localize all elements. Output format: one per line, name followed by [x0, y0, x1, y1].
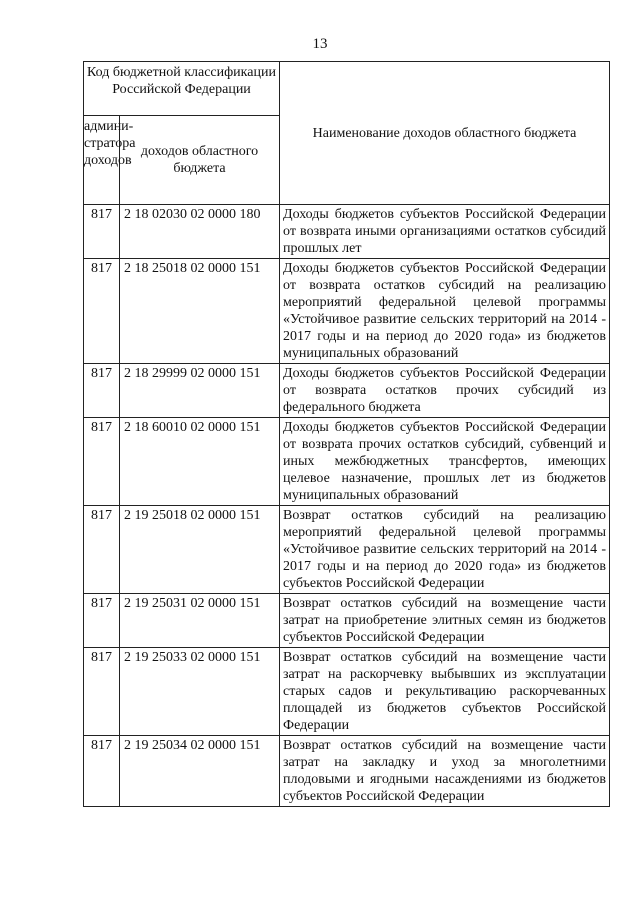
cell-admin: 817 — [84, 506, 120, 594]
table-row — [84, 259, 610, 364]
cell-admin: 817 — [84, 259, 120, 364]
cell-code: 2 18 25018 02 0000 151 — [120, 259, 280, 364]
cell-name: Доходы бюджетов субъектов Российской Федерации от возврата прочих остатков субсидий, субвенций и иных межбюджетных трансфертов, имеющих целевое назначение, прошлых лет из бюджетов муниципальных образований — [280, 418, 610, 506]
cell-name: Возврат остатков субсидий на возмещение части затрат на приобретение элитных семян из бюджетов субъектов Российской Федерации — [280, 594, 610, 648]
cell-admin: 817 — [84, 364, 120, 418]
cell-code: 2 18 02030 02 0000 180 — [120, 205, 280, 259]
cell-admin: 817 — [84, 736, 120, 807]
table-row — [84, 418, 610, 506]
table-row — [84, 364, 610, 418]
cell-code: 2 19 25018 02 0000 151 — [120, 506, 280, 594]
cell-admin: 817 — [84, 205, 120, 259]
table-row — [84, 205, 610, 259]
cell-name: Доходы бюджетов субъектов Российской Федерации от возврата иными организациями остатков субсидий прошлых лет — [280, 205, 610, 259]
header-row-top — [84, 62, 610, 116]
budget-classification-table — [83, 61, 610, 807]
cell-name: Доходы бюджетов субъектов Российской Федерации от возврата остатков прочих субсидий из федерального бюджета — [280, 364, 610, 418]
table-row — [84, 648, 610, 736]
cell-name: Возврат остатков субсидий на возмещение части затрат на раскорчевку выбывших из эксплуатации старых садов и рекультивацию раскорчеванных площадей из бюджетов субъектов Российской Федерации — [280, 648, 610, 736]
table-row — [84, 506, 610, 594]
cell-admin: 817 — [84, 594, 120, 648]
header-name: Наименование доходов областного бюджета — [280, 62, 610, 205]
cell-name: Доходы бюджетов субъектов Российской Федерации от возврата остатков субсидий на реализацию мероприятий федеральной целевой программы «Устойчивое развитие сельских территорий на 2014 - 2017 годы и на период до 2020 года» из бюджетов муниципальных образований — [280, 259, 610, 364]
cell-code: 2 19 25034 02 0000 151 — [120, 736, 280, 807]
header-admin: админи-стратора доходов — [84, 116, 120, 205]
table-row — [84, 736, 610, 807]
cell-code: 2 19 25031 02 0000 151 — [120, 594, 280, 648]
table-row — [84, 594, 610, 648]
header-classification: Код бюджетной классификации Российской Федерации — [84, 62, 280, 116]
cell-admin: 817 — [84, 418, 120, 506]
page-number: 13 — [312, 36, 328, 52]
cell-name: Возврат остатков субсидий на возмещение части затрат на закладку и уход за многолетними плодовыми и ягодными насаждениями из бюджетов субъектов Российской Федерации — [280, 736, 610, 807]
cell-code: 2 18 29999 02 0000 151 — [120, 364, 280, 418]
cell-code: 2 18 60010 02 0000 151 — [120, 418, 280, 506]
header-income: доходов областного бюджета — [120, 116, 280, 205]
cell-admin: 817 — [84, 648, 120, 736]
cell-name: Возврат остатков субсидий на реализацию мероприятий федеральной целевой программы «Устойчивое развитие сельских территорий на 2014 - 2017 годы и на период до 2020 года» из бюджетов субъектов Российской Федерации — [280, 506, 610, 594]
cell-code: 2 19 25033 02 0000 151 — [120, 648, 280, 736]
